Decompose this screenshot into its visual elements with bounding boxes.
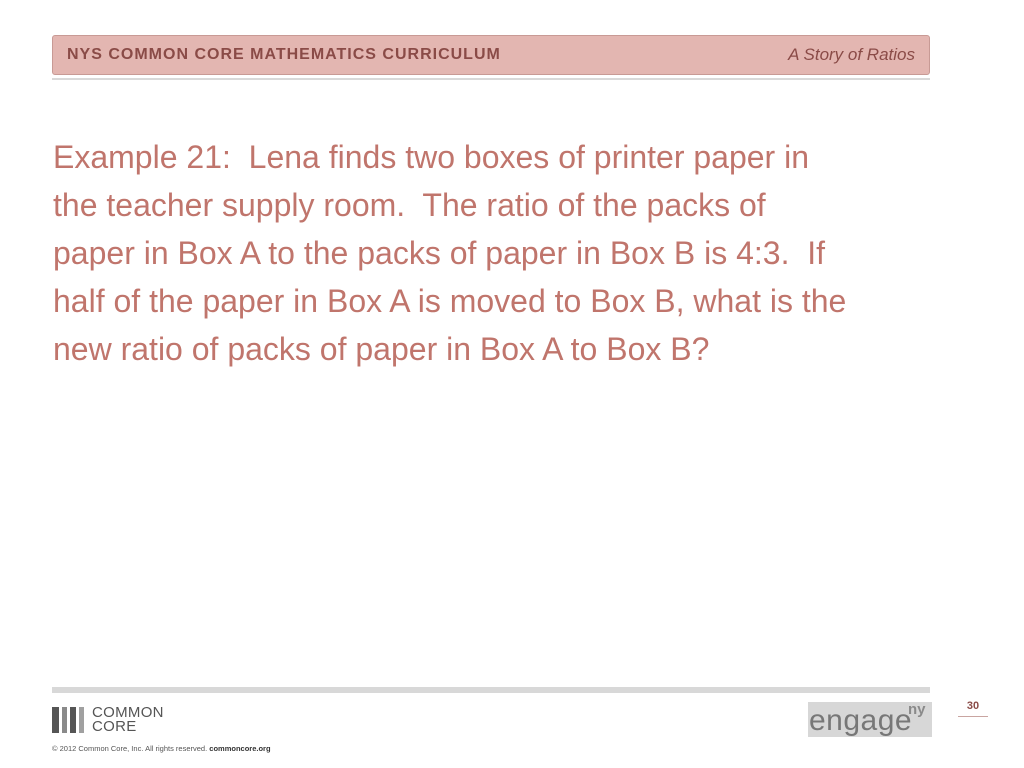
logo-line-1: COMMON: [92, 704, 164, 721]
engage-wordmark: engage: [809, 704, 913, 737]
curriculum-title: NYS COMMON CORE MATHEMATICS CURRICULUM: [67, 46, 501, 63]
footer-divider: [52, 687, 930, 693]
example-problem-text: [53, 133, 973, 373]
page-number-underline: [958, 716, 988, 717]
common-core-wordmark: [92, 706, 164, 734]
problem-line: the teacher supply room. The ratio of the packs of: [53, 187, 766, 223]
logo-line-2: CORE: [92, 718, 137, 735]
copyright-text: © 2012 Common Core, Inc. All rights reserved.: [52, 744, 208, 753]
header-divider: [52, 78, 930, 80]
problem-line: half of the paper in Box A is moved to Box B, what is the: [53, 283, 847, 319]
page-number: 30: [966, 700, 980, 712]
header-band: [52, 35, 930, 75]
problem-line: new ratio of packs of paper in Box A to Box B?: [53, 331, 710, 367]
problem-line: paper in Box A to the packs of paper in Box B is 4:3. If: [53, 235, 826, 271]
module-subtitle: A Story of Ratios: [788, 45, 915, 64]
copyright-link[interactable]: commoncore.org: [209, 744, 271, 753]
engage-superscript: ny: [908, 701, 926, 718]
common-core-bars-icon: [52, 707, 87, 733]
copyright-notice: [52, 744, 271, 753]
common-core-logo: [52, 706, 164, 734]
problem-line: Example 21: Lena finds two boxes of printer paper in: [53, 139, 809, 175]
engage-ny-logo: [808, 702, 932, 737]
